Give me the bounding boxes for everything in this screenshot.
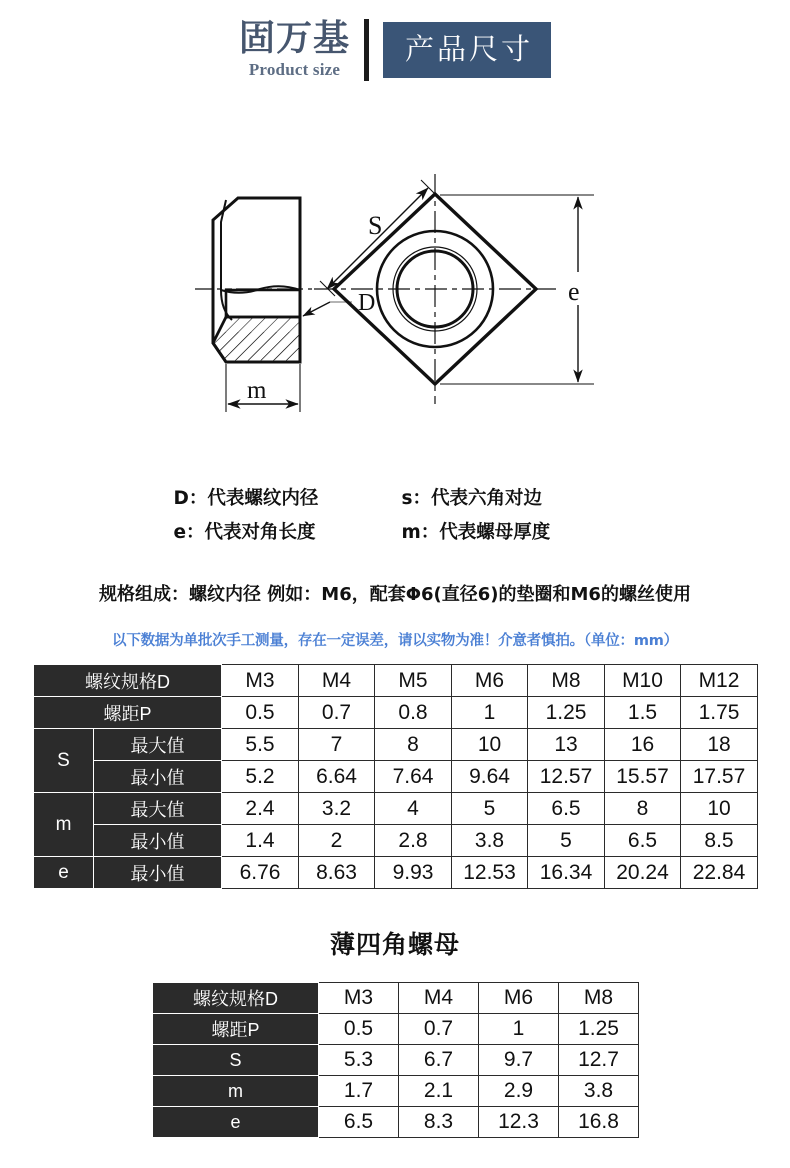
cell: 1.25 <box>528 697 605 729</box>
cell: 7.64 <box>375 761 452 793</box>
legend <box>0 482 790 550</box>
cell: 5 <box>452 793 528 825</box>
cell: M3 <box>222 665 299 697</box>
cell: 8.5 <box>681 825 758 857</box>
row-header-m: m <box>153 1076 319 1107</box>
cell: 18 <box>681 729 758 761</box>
cell: 2.8 <box>375 825 452 857</box>
cell: 6.5 <box>319 1107 399 1138</box>
table-row <box>34 761 758 793</box>
cell: 10 <box>681 793 758 825</box>
main-spec-table <box>33 664 758 889</box>
cell: 6.64 <box>299 761 375 793</box>
cell: 4 <box>375 793 452 825</box>
cell: M6 <box>452 665 528 697</box>
cell: 2.9 <box>479 1076 559 1107</box>
cell: 16.8 <box>559 1107 639 1138</box>
cell: 0.7 <box>299 697 375 729</box>
table-row <box>153 1107 639 1138</box>
group-header-s: S <box>34 729 94 793</box>
spec-composition-note: 规格组成：螺纹内径 例如：M6，配套Φ6(直径6)的垫圈和M6的螺丝使用 <box>99 584 691 605</box>
header-badge-product-size: 产品尺寸 <box>383 22 551 78</box>
cell: 2.1 <box>399 1076 479 1107</box>
table-row <box>153 1014 639 1045</box>
cell: 5.2 <box>222 761 299 793</box>
nut-dimension-drawing <box>0 150 790 460</box>
cell: 13 <box>528 729 605 761</box>
row-header-thread-spec: 螺纹规格D <box>153 983 319 1014</box>
cell: 0.5 <box>222 697 299 729</box>
cell: 1 <box>479 1014 559 1045</box>
legend-item-s: s：代表六角对边 <box>401 488 543 509</box>
cell: 12.3 <box>479 1107 559 1138</box>
cell: 17.57 <box>681 761 758 793</box>
cell: 12.7 <box>559 1045 639 1076</box>
dimension-label-m: m <box>247 377 267 404</box>
dimension-m <box>226 364 300 412</box>
table-row <box>34 729 758 761</box>
row-header-max: 最大值 <box>94 729 222 761</box>
cell: 8.3 <box>399 1107 479 1138</box>
cell: 6.76 <box>222 857 299 889</box>
cell: M3 <box>319 983 399 1014</box>
row-header-min: 最小值 <box>94 857 222 889</box>
cell: M8 <box>528 665 605 697</box>
cell: 1.75 <box>681 697 758 729</box>
cell: 22.84 <box>681 857 758 889</box>
cell: M5 <box>375 665 452 697</box>
cell: 0.5 <box>319 1014 399 1045</box>
technical-drawing <box>0 150 790 460</box>
cell: 1.25 <box>559 1014 639 1045</box>
legend-row <box>0 516 790 550</box>
cell: 6.7 <box>399 1045 479 1076</box>
cell: 12.53 <box>452 857 528 889</box>
measurement-disclaimer: 以下数据为单批次手工测量，存在一定误差，请以实物为准！介意者慎拍。（单位：mm） <box>112 633 678 649</box>
cell: 15.57 <box>605 761 681 793</box>
cell: 1.5 <box>605 697 681 729</box>
table-row <box>34 825 758 857</box>
cell: M8 <box>559 983 639 1014</box>
row-header-min: 最小值 <box>94 761 222 793</box>
row-header-e: e <box>153 1107 319 1138</box>
row-header-pitch: 螺距P <box>34 697 222 729</box>
cell: 10 <box>452 729 528 761</box>
cell: 5.3 <box>319 1045 399 1076</box>
cell: 9.7 <box>479 1045 559 1076</box>
row-header-thread-spec: 螺纹规格D <box>34 665 222 697</box>
brand-logo <box>239 20 364 80</box>
table-row <box>34 793 758 825</box>
cell: 1.7 <box>319 1076 399 1107</box>
cell: 0.8 <box>375 697 452 729</box>
row-header-min: 最小值 <box>94 825 222 857</box>
dimension-label-e: e <box>568 277 580 306</box>
table-row <box>34 665 758 697</box>
cell: 8 <box>375 729 452 761</box>
cell: M4 <box>399 983 479 1014</box>
brand-name-cn: 固万基 <box>238 18 350 60</box>
side-section-view <box>195 198 312 362</box>
cell: 9.64 <box>452 761 528 793</box>
cell: 7 <box>299 729 375 761</box>
group-header-m: m <box>34 793 94 857</box>
legend-item-e: e：代表对角长度 <box>173 522 316 543</box>
legend-row <box>0 482 790 516</box>
square-top-view <box>314 174 556 404</box>
header-divider <box>364 19 369 81</box>
cell: 6.5 <box>528 793 605 825</box>
cell: 6.5 <box>605 825 681 857</box>
cell: M6 <box>479 983 559 1014</box>
row-header-s: S <box>153 1045 319 1076</box>
cell: 5.5 <box>222 729 299 761</box>
cell: 3.8 <box>452 825 528 857</box>
dimension-label-s: S <box>368 211 383 240</box>
cell: 2.4 <box>222 793 299 825</box>
cell: M10 <box>605 665 681 697</box>
table-row <box>153 1045 639 1076</box>
cell: M12 <box>681 665 758 697</box>
cell: 2 <box>299 825 375 857</box>
brand-name-en: Product size <box>248 59 341 79</box>
cell: 0.7 <box>399 1014 479 1045</box>
section-title-thin-square-nut: 薄四角螺母 <box>329 930 460 959</box>
cell: 3.8 <box>559 1076 639 1107</box>
table-row <box>34 857 758 889</box>
cell: 5 <box>528 825 605 857</box>
table-row <box>153 983 639 1014</box>
page-header <box>0 0 790 100</box>
cell: 16 <box>605 729 681 761</box>
cell: 1.4 <box>222 825 299 857</box>
row-header-max: 最大值 <box>94 793 222 825</box>
cell: 1 <box>452 697 528 729</box>
cell: 3.2 <box>299 793 375 825</box>
cell: 9.93 <box>375 857 452 889</box>
dimension-label-d: D <box>358 290 376 316</box>
cell: 8.63 <box>299 857 375 889</box>
table-row <box>153 1076 639 1107</box>
cell: 20.24 <box>605 857 681 889</box>
thin-nut-spec-table <box>152 982 639 1138</box>
legend-item-m: m：代表螺母厚度 <box>401 522 551 543</box>
cell: 8 <box>605 793 681 825</box>
cell: 16.34 <box>528 857 605 889</box>
cell: M4 <box>299 665 375 697</box>
legend-item-d: D：代表螺纹内径 <box>173 488 319 509</box>
group-header-e: e <box>34 857 94 889</box>
row-header-pitch: 螺距P <box>153 1014 319 1045</box>
cell: 12.57 <box>528 761 605 793</box>
table-row <box>34 697 758 729</box>
